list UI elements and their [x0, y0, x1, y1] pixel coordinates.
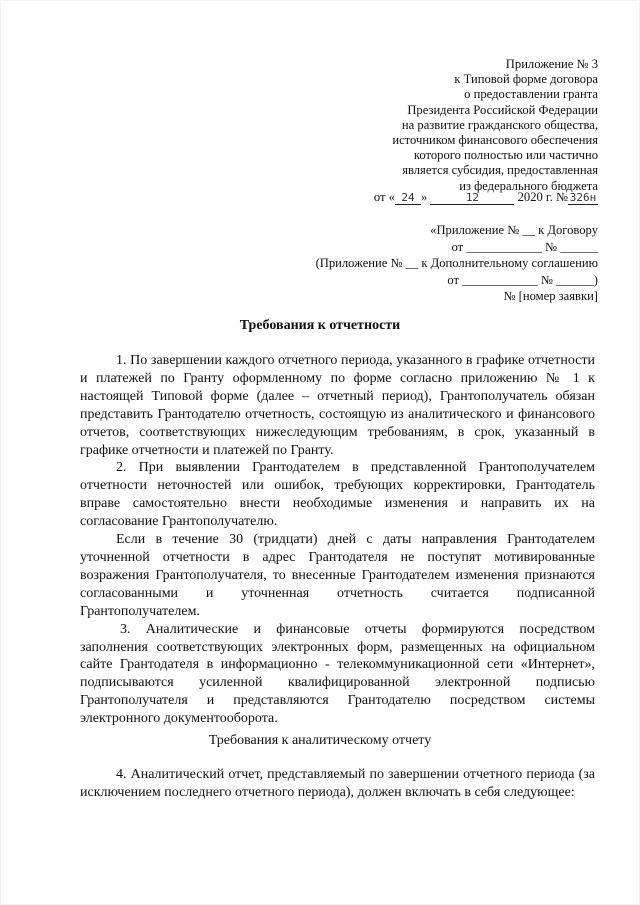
appendix-ref-line: от ____________ № ______ — [451, 239, 598, 254]
section-subtitle: Требования к аналитическому отчету — [208, 733, 432, 748]
date-mid: » — [420, 190, 428, 204]
order-number: 326н — [569, 191, 597, 204]
paragraph: Если в течение 30 (тридцати) дней с даты направления Грантодателем уточненной отчетности в адрес Грантодателя не поступят мотивированные возражения Грантополучателя, то внесенные Грантодателем изменения признаются согласованными и уточненная отчетность считается подписанной Грантополучателем. — [80, 532, 595, 619]
appendix-ref-line: (Приложение № __ к Дополнительному соглашению — [315, 256, 598, 270]
analytical-report-body — [80, 766, 595, 802]
appendix-reference-block — [278, 222, 598, 305]
date-month: 12 — [430, 191, 514, 205]
appendix-ref-line: «Приложение № __ к Договору — [430, 223, 598, 237]
header-line: которого полностью или частично — [413, 148, 598, 163]
header-line: из федерального бюджета — [459, 178, 598, 193]
header-line: на развитие гражданского общества, — [401, 117, 598, 132]
order-date-line — [374, 190, 598, 205]
appendix-ref-line: от ____________ № ______) — [447, 272, 598, 287]
appendix-ref-line: № [номер заявки] — [503, 289, 598, 303]
date-prefix: от « — [373, 190, 395, 204]
header-line: является субсидия, предоставленная — [402, 163, 598, 178]
paragraph: 3. Аналитические и финансовые отчеты формируются посредством заполнения соответствующих электронных форм, размещенных на официальном сайте Грантодателя в информационно - телекоммуникационной сети «Интернет», подписываются усиленной квалифицированной электронной подписью Грантополучателя и представляются Грантодателю посредством системы электронного документооборота. — [80, 621, 595, 727]
date-day: 24 — [395, 191, 421, 205]
header-line: Президента Российской Федерации — [407, 102, 598, 117]
header-line: о предоставлении гранта — [464, 87, 598, 102]
header-line: к Типовой форме договора — [454, 72, 598, 87]
paragraph: 4. Аналитический отчет, представляемый по завершении отчетного периода (за исключением последнего отчетного периода), должен включать в себя следующее: — [80, 767, 595, 800]
header-line: Приложение № 3 — [505, 57, 598, 71]
date-year: 2020 г. № — [517, 190, 568, 204]
requirements-body — [80, 352, 595, 728]
paragraph: 2. При выявлении Грантодателем в представленной Грантополучателем отчетности неточностей или ошибок, требующих корректировки, Грантодатель вправе самостоятельно внести необходимые изменения и направить их на согласование Грантополучателю. — [80, 460, 595, 530]
appendix-header — [298, 57, 598, 194]
paragraph: 1. По завершении каждого отчетного периода, указанного в графике отчетности и платежей по Гранту оформленному по форме согласно приложению № 1 к настоящей Типовой форме (далее – отчетный период), Грантополучатель обязан представить Грантодателю отчетность, состоящую из аналитического и финансового отчетов, соответствующих нижеследующим требованиям, в срок, указанный в графике отчетности и платежей по Гранту. — [80, 353, 595, 458]
page-title: Требования к отчетности — [239, 318, 401, 333]
header-line: источником финансового обеспечения — [392, 133, 598, 148]
